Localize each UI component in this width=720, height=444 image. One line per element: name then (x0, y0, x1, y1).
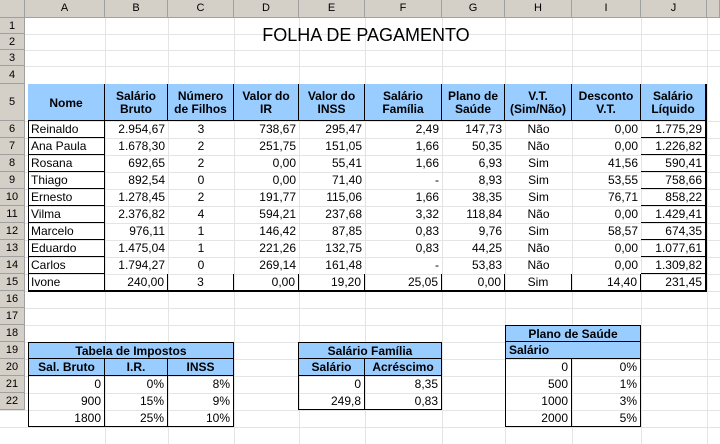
payroll-cell[interactable]: 2 (197, 156, 205, 170)
row-header-12[interactable]: 12 (0, 223, 25, 240)
payroll-cell[interactable]: 0,00 (614, 139, 638, 153)
row-header-3[interactable]: 3 (0, 50, 25, 66)
payroll-cell[interactable]: Ernesto (28, 189, 105, 206)
payroll-header-line: Salário (115, 89, 157, 103)
payroll-cell[interactable]: 0,00 (234, 274, 299, 291)
payroll-header-1[interactable] (105, 84, 168, 121)
payroll-header-line: IR (260, 102, 272, 116)
impostos-cell[interactable]: 0% (105, 376, 168, 393)
payroll-cell[interactable]: 295,47 (325, 122, 362, 136)
familia-cell[interactable]: 8,35 (365, 376, 442, 393)
sheet-title: FOLHA DE PAGAMENTO (262, 25, 470, 45)
payroll-cell[interactable]: 161,48 (325, 258, 362, 272)
payroll-cell[interactable]: 2.376,82 (118, 207, 165, 221)
column-header-e[interactable]: E (299, 0, 365, 18)
payroll-cell[interactable]: 87,85 (331, 224, 362, 238)
payroll-cell[interactable]: 892,54 (128, 173, 165, 187)
payroll-header-line: Salário (382, 89, 424, 103)
payroll-cell[interactable]: 4 (197, 207, 205, 221)
payroll-cell[interactable]: Carlos (28, 257, 105, 274)
payroll-cell[interactable]: 3 (168, 274, 234, 291)
impostos-header[interactable]: Sal. Bruto (28, 359, 105, 376)
payroll-cell[interactable]: Sim (528, 190, 549, 204)
payroll-cell[interactable]: 0,00 (614, 258, 638, 272)
payroll-header-6[interactable] (442, 84, 505, 121)
column-header-h[interactable]: H (505, 0, 572, 18)
payroll-cell[interactable]: 1,66 (415, 190, 439, 204)
payroll-header-5[interactable] (365, 84, 442, 121)
payroll-cell[interactable]: 1.429,41 (641, 206, 706, 223)
payroll-cell[interactable]: Ana Paula (28, 138, 105, 155)
payroll-cell[interactable]: 41,56 (607, 156, 638, 170)
impostos-header[interactable]: I.R. (105, 359, 168, 376)
payroll-cell[interactable]: 240,00 (105, 274, 168, 291)
payroll-cell[interactable]: 0,00 (614, 122, 638, 136)
payroll-cell[interactable]: 1,66 (415, 156, 439, 170)
payroll-cell[interactable]: 0,00 (442, 274, 505, 291)
payroll-cell[interactable]: 3 (197, 122, 205, 136)
payroll-header-line: Número (177, 89, 224, 103)
payroll-cell[interactable]: 53,83 (471, 258, 502, 272)
payroll-header-8[interactable] (572, 84, 641, 121)
row-header-7[interactable]: 7 (0, 138, 25, 155)
payroll-cell[interactable]: Eduardo (28, 240, 105, 257)
column-header-a[interactable]: A (25, 0, 105, 18)
column-header-i[interactable]: I (572, 0, 641, 18)
payroll-cell[interactable]: - (435, 258, 439, 272)
impostos-cell[interactable]: 10% (168, 410, 234, 427)
payroll-cell[interactable]: 590,41 (641, 155, 706, 172)
payroll-cell[interactable]: Vilma (28, 206, 105, 223)
payroll-cell[interactable]: 1.794,27 (118, 258, 165, 272)
payroll-cell[interactable]: 6,93 (478, 156, 502, 170)
saude-cell[interactable]: 5% (572, 410, 641, 427)
row-header-17[interactable]: 17 (0, 308, 25, 325)
payroll-header-7[interactable] (505, 84, 572, 121)
payroll-cell[interactable]: Reinaldo (28, 121, 105, 138)
row-header-15[interactable]: 15 (0, 274, 25, 291)
payroll-cell[interactable]: Não (527, 139, 550, 153)
row-header-10[interactable]: 10 (0, 189, 25, 206)
payroll-cell[interactable]: 38,35 (471, 190, 502, 204)
payroll-header-3[interactable] (234, 84, 299, 121)
row-header-6[interactable]: 6 (0, 121, 25, 138)
payroll-cell[interactable]: 2,49 (415, 122, 439, 136)
payroll-header-line: Valor do (242, 89, 290, 103)
row-header-22[interactable]: 22 (0, 393, 25, 410)
impostos-cell[interactable]: 15% (105, 393, 168, 410)
payroll-cell[interactable]: 858,22 (641, 189, 706, 206)
payroll-header-line: Nome (49, 95, 83, 110)
payroll-header-line: INSS (317, 102, 346, 116)
select-all-corner[interactable] (0, 0, 25, 18)
saude-title: Plano de Saúde (505, 325, 641, 342)
saude-cell[interactable]: 3% (572, 393, 641, 410)
row-header-13[interactable]: 13 (0, 240, 25, 257)
row-header-16[interactable]: 16 (0, 291, 25, 308)
column-header-overflow (707, 0, 720, 18)
payroll-header-2[interactable] (168, 84, 234, 121)
payroll-header-line: Desconto (578, 89, 634, 103)
payroll-cell[interactable]: 0 (197, 173, 205, 187)
payroll-cell[interactable]: 2 (197, 139, 205, 153)
familia-cell[interactable]: 0,83 (365, 393, 442, 410)
payroll-header-line: Família (382, 102, 424, 116)
row-header-18[interactable]: 18 (0, 325, 25, 342)
column-header-g[interactable]: G (442, 0, 505, 18)
row-header-8[interactable]: 8 (0, 155, 25, 172)
payroll-cell[interactable]: 1.475,04 (118, 241, 165, 255)
saude-cell[interactable]: 0 (505, 359, 572, 376)
column-header-c[interactable]: C (168, 0, 234, 18)
payroll-header-9[interactable] (641, 84, 706, 121)
payroll-cell[interactable]: 237,68 (325, 207, 362, 221)
payroll-cell[interactable]: 2.954,67 (118, 122, 165, 136)
column-header-f[interactable]: F (365, 0, 442, 18)
payroll-cell[interactable]: 692,65 (128, 156, 165, 170)
payroll-header-line: (Sim/Não) (509, 102, 566, 116)
payroll-cell[interactable]: Sim (528, 173, 549, 187)
familia-cell[interactable]: 0 (298, 376, 365, 393)
impostos-cell[interactable]: 0 (28, 376, 105, 393)
impostos-cell[interactable]: 1800 (28, 410, 105, 427)
payroll-cell[interactable]: Não (527, 122, 550, 136)
payroll-header-line: Salário (652, 89, 694, 103)
payroll-header-line: Plano de (447, 89, 498, 103)
payroll-header-line: de Filhos (174, 102, 227, 116)
payroll-cell[interactable]: - (435, 173, 439, 187)
impostos-header[interactable]: INSS (168, 359, 234, 376)
payroll-cell[interactable]: 594,21 (259, 207, 296, 221)
payroll-cell[interactable]: Rosana (28, 155, 105, 172)
saude-cell[interactable]: 500 (505, 376, 572, 393)
payroll-table-right-edge (706, 84, 707, 292)
payroll-cell[interactable]: 14,40 (572, 274, 641, 291)
column-header-b[interactable]: B (105, 0, 168, 18)
payroll-cell[interactable]: 1 (197, 241, 205, 255)
impostos-cell[interactable]: 25% (105, 410, 168, 427)
payroll-cell[interactable]: 9,76 (478, 224, 502, 238)
impostos-title: Tabela de Impostos (28, 342, 234, 359)
payroll-cell[interactable]: 1 (197, 224, 205, 238)
payroll-cell[interactable]: 3,32 (415, 207, 439, 221)
row-header-5[interactable]: 5 (0, 84, 25, 121)
payroll-cell[interactable]: 146,42 (259, 224, 296, 238)
payroll-cell[interactable]: 231,45 (641, 274, 706, 291)
payroll-cell[interactable]: Não (527, 207, 550, 221)
payroll-cell[interactable]: 132,75 (325, 241, 362, 255)
payroll-cell[interactable]: 2 (197, 190, 205, 204)
payroll-cell[interactable]: 1.775,29 (641, 121, 706, 138)
saude-cell[interactable]: 1% (572, 376, 641, 393)
row-header-2[interactable]: 2 (0, 34, 25, 50)
payroll-header-0[interactable] (28, 84, 105, 121)
saude-cell[interactable]: 0% (572, 359, 641, 376)
impostos-cell[interactable]: 8% (168, 376, 234, 393)
column-header-j[interactable]: J (641, 0, 707, 18)
payroll-cell[interactable]: Não (527, 258, 550, 272)
payroll-cell[interactable]: Sim (528, 156, 549, 170)
row-header-21[interactable]: 21 (0, 376, 25, 393)
payroll-cell[interactable]: 674,35 (641, 223, 706, 240)
payroll-cell[interactable]: 0,83 (415, 224, 439, 238)
impostos-cell[interactable]: 900 (28, 393, 105, 410)
payroll-cell[interactable]: 976,11 (129, 224, 165, 238)
payroll-cell[interactable]: 25,05 (365, 274, 442, 291)
payroll-cell[interactable]: Marcelo (28, 223, 105, 240)
payroll-cell[interactable]: 1.278,45 (118, 190, 165, 204)
payroll-cell[interactable]: 0,00 (272, 156, 296, 170)
payroll-cell[interactable]: 251,75 (259, 139, 296, 153)
payroll-header-4[interactable] (299, 84, 365, 121)
payroll-cell[interactable]: 71,40 (331, 173, 362, 187)
payroll-cell[interactable]: 44,25 (471, 241, 502, 255)
familia-title: Salário Família (298, 342, 442, 359)
payroll-cell[interactable]: 1.226,82 (641, 138, 706, 155)
payroll-cell[interactable]: 118,84 (466, 207, 502, 221)
payroll-header-line: Saúde (454, 102, 491, 116)
saude-cell[interactable]: 2000 (505, 410, 572, 427)
payroll-cell[interactable]: 191,77 (259, 190, 296, 204)
payroll-header-line: Bruto (120, 102, 152, 116)
payroll-cell[interactable]: 1.077,61 (641, 240, 706, 257)
payroll-cell[interactable]: 1,66 (415, 139, 439, 153)
payroll-cell[interactable]: 0,00 (272, 173, 296, 187)
row-header-20[interactable]: 20 (0, 359, 25, 376)
payroll-cell[interactable]: 76,71 (607, 190, 638, 204)
payroll-cell[interactable]: Sim (505, 274, 572, 291)
payroll-cell[interactable]: 53,55 (607, 173, 638, 187)
saude-cell[interactable]: 1000 (505, 393, 572, 410)
row-header-1[interactable]: 1 (0, 18, 25, 34)
payroll-cell[interactable]: 55,41 (331, 156, 362, 170)
payroll-cell[interactable]: 19,20 (299, 274, 365, 291)
payroll-cell[interactable]: 1.678,30 (118, 139, 165, 153)
payroll-cell[interactable]: 758,66 (641, 172, 706, 189)
payroll-cell[interactable]: Ivone (28, 274, 105, 291)
payroll-cell[interactable]: 151,05 (325, 139, 362, 153)
payroll-table-bottom-edge (28, 291, 707, 292)
impostos-cell[interactable]: 9% (168, 393, 234, 410)
payroll-cell[interactable]: 115,06 (326, 190, 362, 204)
row-header-14[interactable]: 14 (0, 257, 25, 274)
payroll-header-line: Valor do (307, 89, 356, 103)
payroll-cell[interactable]: 58,57 (607, 224, 638, 238)
familia-cell[interactable]: 249,8 (298, 393, 365, 410)
payroll-header-line: V.T. (596, 102, 616, 116)
payroll-cell[interactable]: 50,35 (471, 139, 502, 153)
row-header-19[interactable]: 19 (0, 342, 25, 359)
payroll-cell[interactable]: Thiago (28, 172, 105, 189)
column-header-d[interactable]: D (234, 0, 299, 18)
row-header-11[interactable]: 11 (0, 206, 25, 223)
payroll-cell[interactable]: 0,83 (415, 241, 439, 255)
payroll-cell[interactable]: 0,00 (614, 207, 638, 221)
payroll-cell[interactable]: 0 (197, 258, 205, 272)
familia-header[interactable]: Salário (298, 359, 365, 376)
payroll-cell[interactable]: 221,26 (259, 241, 296, 255)
payroll-cell[interactable]: 0,00 (614, 241, 638, 255)
familia-header[interactable]: Acréscimo (365, 359, 442, 376)
payroll-cell[interactable]: 738,67 (259, 122, 296, 136)
row-header-4[interactable]: 4 (0, 66, 25, 84)
payroll-cell[interactable]: Sim (528, 224, 549, 238)
payroll-cell[interactable]: 147,73 (465, 122, 502, 136)
payroll-cell[interactable]: 8,93 (478, 173, 502, 187)
row-header-9[interactable]: 9 (0, 172, 25, 189)
payroll-header-line: Líquido (651, 102, 695, 116)
payroll-cell[interactable]: 269,14 (259, 258, 296, 272)
payroll-cell[interactable]: 1.309,82 (641, 257, 706, 274)
payroll-header-line: V.T. (528, 89, 548, 103)
payroll-cell[interactable]: Não (527, 241, 550, 255)
saude-subheader: Salário (505, 342, 641, 359)
